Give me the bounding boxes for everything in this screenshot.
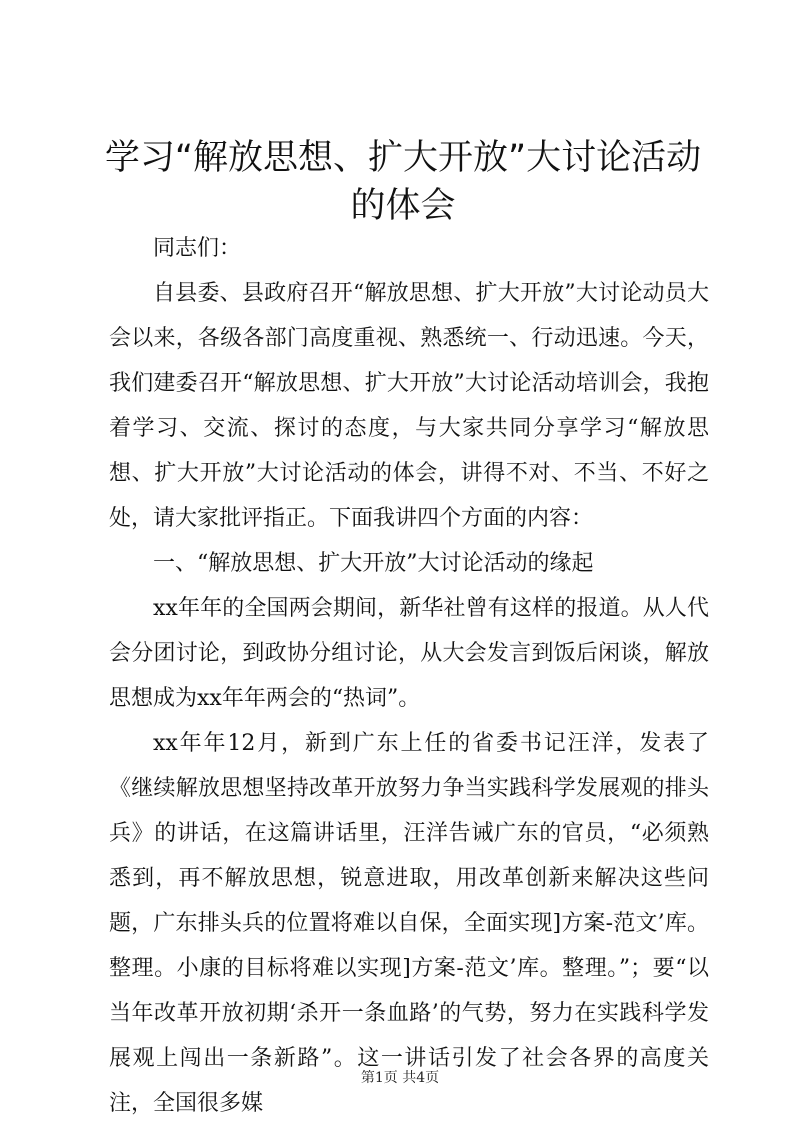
body-paragraph: xx年年的全国两会期间，新华社曾有这样的报道。从人代会分团讨论，到政协分组讨论，从大会发言到饭后闲谈，解放思想成为xx年年两会的“热词”。 [109,596,709,711]
section-heading: 一、“解放思想、扩大开放”大讨论活动的缘起 [153,551,594,576]
intro-paragraph: 自县委、县政府召开“解放思想、扩大开放”大讨论动员大会以来，各级各部门高度重视、熟悉统一、行动迅速。今天，我们建委召开“解放思想、扩大开放”大讨论活动培训会，我抱着学习、交流、探讨的态度，与大家共同分享学习“解放思想、扩大开放”大讨论活动的体会，讲得不对、不当、不好之处，请大家批评指正。下面我讲四个方面的内容： [109,281,709,531]
salutation-paragraph: 同志们： [153,236,242,261]
body-paragraph: xx年年12月，新到广东上任的省委书记汪洋，发表了《继续解放思想坚持改革开放努力争当实践科学发展观的排头兵》的讲话，在这篇讲话里，汪洋告诫广东的官员，“必须熟悉到，再不解放思想，锐意进取，用改革创新来解决这些问题，广东排头兵的位置将难以自保，全面实现]方案-范文’库。整理。小康的目标将难以实现]方案-范文’库。整理。”；要“以当年改革开放初期‘杀开一条血路’的气势，努力在实践科学发展观上闯出一条新路”。这一讲话引发了社会各界的高度关注，全国很多媒 [109,731,709,1116]
document-title: 学习“解放思想、扩大开放”大讨论活动的体会 [104,138,702,226]
page-number-footer: 第1页 共4页 [360,1070,440,1086]
document-body [109,226,709,1126]
